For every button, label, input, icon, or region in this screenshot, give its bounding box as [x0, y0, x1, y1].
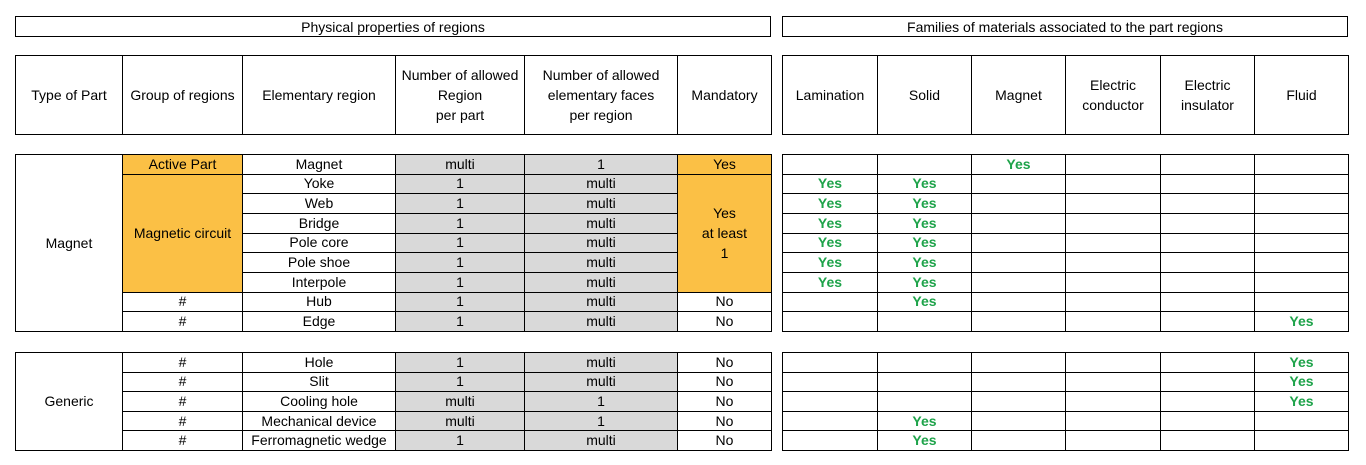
header-allowed-region — [396, 56, 525, 135]
header-electric-insulator-line2: insulator — [1181, 97, 1234, 113]
allowed-region-value: 1 — [396, 292, 525, 312]
lamination-cell — [783, 292, 878, 312]
region-name: Hub — [243, 292, 396, 312]
group-value: # — [123, 431, 243, 451]
fluid-cell — [1255, 292, 1349, 312]
fluid-cell — [1255, 194, 1349, 214]
allowed-region-value: 1 — [396, 353, 525, 373]
header-fluid: Fluid — [1255, 56, 1349, 135]
region-name: Interpole — [243, 272, 396, 292]
materials-row — [783, 233, 1349, 253]
region-name: Mechanical device — [243, 411, 396, 431]
solid-cell: Yes — [878, 292, 972, 312]
conductor-cell — [1066, 372, 1161, 392]
allowed-faces-value: multi — [525, 292, 678, 312]
mandatory-line3: 1 — [720, 245, 729, 262]
lamination-cell: Yes — [783, 213, 878, 233]
region-name: Pole core — [243, 233, 396, 253]
region-name: Cooling hole — [243, 392, 396, 412]
allowed-faces-value: multi — [525, 431, 678, 451]
insulator-cell — [1161, 272, 1255, 292]
group-value: # — [123, 372, 243, 392]
magnet-properties-table — [15, 154, 772, 332]
header-electric-insulator-line1: Electric — [1184, 77, 1231, 93]
materials-row — [783, 253, 1349, 273]
mandatory-value: No — [678, 392, 772, 412]
conductor-cell — [1066, 155, 1161, 175]
fluid-cell: Yes — [1255, 312, 1349, 332]
materials-row — [783, 155, 1349, 175]
group-value: # — [123, 392, 243, 412]
magnet-cell — [972, 194, 1066, 214]
group-active-part: Active Part — [123, 155, 243, 175]
region-name: Yoke — [243, 174, 396, 194]
insulator-cell — [1161, 253, 1255, 273]
conductor-cell — [1066, 392, 1161, 412]
group-magnetic-circuit: Magnetic circuit — [123, 174, 243, 292]
lamination-cell — [783, 431, 878, 451]
header-magnet: Magnet — [972, 56, 1066, 135]
left-header-table — [15, 55, 772, 135]
header-electric-conductor — [1066, 56, 1161, 135]
magnet-cell — [972, 292, 1066, 312]
allowed-faces-value: multi — [525, 174, 678, 194]
materials-row — [783, 272, 1349, 292]
insulator-cell — [1161, 411, 1255, 431]
insulator-cell — [1161, 233, 1255, 253]
insulator-cell — [1161, 213, 1255, 233]
lamination-cell: Yes — [783, 194, 878, 214]
allowed-faces-value: multi — [525, 353, 678, 373]
conductor-cell — [1066, 174, 1161, 194]
mandatory-line1: Yes — [713, 205, 736, 222]
header-electric-conductor-line1: Electric — [1090, 77, 1136, 93]
materials-row — [783, 174, 1349, 194]
allowed-faces-value: multi — [525, 194, 678, 214]
materials-row — [783, 431, 1349, 451]
header-electric-insulator — [1161, 56, 1255, 135]
group-value: # — [123, 312, 243, 332]
header-allowed-faces-line1: Number of allowed — [542, 67, 660, 83]
mandatory-value: No — [678, 431, 772, 451]
insulator-cell — [1161, 174, 1255, 194]
lamination-cell: Yes — [783, 253, 878, 273]
allowed-region-value: 1 — [396, 253, 525, 273]
allowed-faces-value: 1 — [525, 411, 678, 431]
allowed-region-value: multi — [396, 155, 525, 175]
fluid-cell — [1255, 155, 1349, 175]
mandatory-value: No — [678, 411, 772, 431]
allowed-region-value: 1 — [396, 312, 525, 332]
allowed-faces-value: multi — [525, 213, 678, 233]
type-of-part-magnet: Magnet — [16, 155, 123, 332]
solid-cell: Yes — [878, 431, 972, 451]
allowed-region-value: 1 — [396, 233, 525, 253]
fluid-cell: Yes — [1255, 353, 1349, 373]
magnet-cell — [972, 392, 1066, 412]
fluid-cell — [1255, 431, 1349, 451]
magnet-materials-table — [782, 154, 1349, 332]
magnet-cell: Yes — [972, 155, 1066, 175]
fluid-cell — [1255, 253, 1349, 273]
magnet-cell — [972, 174, 1066, 194]
allowed-region-value: 1 — [396, 272, 525, 292]
mandatory-value: No — [678, 353, 772, 373]
fluid-cell — [1255, 213, 1349, 233]
magnet-cell — [972, 233, 1066, 253]
insulator-cell — [1161, 292, 1255, 312]
solid-cell: Yes — [878, 194, 972, 214]
lamination-cell — [783, 372, 878, 392]
materials-row — [783, 411, 1349, 431]
left-section-title — [15, 16, 771, 37]
conductor-cell — [1066, 292, 1161, 312]
materials-row — [783, 372, 1349, 392]
mandatory-magnetic-circuit — [678, 174, 772, 292]
magnet-cell — [972, 411, 1066, 431]
right-section-title-text: Families of materials associated to the part regions — [907, 18, 1223, 35]
allowed-region-value: 1 — [396, 372, 525, 392]
materials-row — [783, 353, 1349, 373]
region-name: Slit — [243, 372, 396, 392]
right-section-title — [782, 16, 1348, 37]
header-allowed-region-line3: per part — [435, 107, 485, 123]
insulator-cell — [1161, 194, 1255, 214]
header-elementary-region: Elementary region — [243, 56, 396, 135]
conductor-cell — [1066, 213, 1161, 233]
region-name: Edge — [243, 312, 396, 332]
lamination-cell: Yes — [783, 272, 878, 292]
materials-row — [783, 194, 1349, 214]
magnet-cell — [972, 372, 1066, 392]
header-allowed-faces-line2: elementary faces — [547, 87, 655, 103]
allowed-faces-value: 1 — [525, 392, 678, 412]
lamination-cell — [783, 411, 878, 431]
insulator-cell — [1161, 431, 1255, 451]
header-allowed-faces-line3: per region — [569, 107, 633, 123]
materials-row — [783, 213, 1349, 233]
solid-cell: Yes — [878, 213, 972, 233]
header-allowed-faces — [525, 56, 678, 135]
insulator-cell — [1161, 312, 1255, 332]
allowed-region-value: 1 — [396, 174, 525, 194]
group-value: # — [123, 411, 243, 431]
lamination-cell — [783, 155, 878, 175]
allowed-faces-value: 1 — [525, 155, 678, 175]
region-name: Magnet — [243, 155, 396, 175]
magnet-cell — [972, 312, 1066, 332]
insulator-cell — [1161, 353, 1255, 373]
header-allowed-region-line2: Region — [437, 87, 483, 103]
mandatory-value: Yes — [678, 155, 772, 175]
materials-row — [783, 292, 1349, 312]
conductor-cell — [1066, 353, 1161, 373]
mandatory-value: No — [678, 292, 772, 312]
solid-cell: Yes — [878, 253, 972, 273]
lamination-cell — [783, 312, 878, 332]
allowed-faces-value: multi — [525, 253, 678, 273]
solid-cell — [878, 312, 972, 332]
solid-cell — [878, 392, 972, 412]
conductor-cell — [1066, 431, 1161, 451]
solid-cell — [878, 155, 972, 175]
fluid-cell — [1255, 411, 1349, 431]
left-section-title-text: Physical properties of regions — [301, 18, 485, 35]
header-solid: Solid — [878, 56, 972, 135]
region-name: Hole — [243, 353, 396, 373]
lamination-cell — [783, 353, 878, 373]
conductor-cell — [1066, 411, 1161, 431]
conductor-cell — [1066, 312, 1161, 332]
conductor-cell — [1066, 194, 1161, 214]
lamination-cell: Yes — [783, 233, 878, 253]
solid-cell: Yes — [878, 233, 972, 253]
type-of-part-generic: Generic — [16, 353, 123, 451]
allowed-faces-value: multi — [525, 372, 678, 392]
group-value: # — [123, 292, 243, 312]
allowed-faces-value: multi — [525, 272, 678, 292]
allowed-region-value: 1 — [396, 431, 525, 451]
magnet-cell — [972, 272, 1066, 292]
solid-cell: Yes — [878, 174, 972, 194]
materials-row — [783, 392, 1349, 412]
fluid-cell: Yes — [1255, 372, 1349, 392]
lamination-cell — [783, 392, 878, 412]
generic-materials-table — [782, 352, 1349, 451]
materials-row — [783, 312, 1349, 332]
allowed-region-value: multi — [396, 392, 525, 412]
region-name: Web — [243, 194, 396, 214]
group-value: # — [123, 353, 243, 373]
fluid-cell — [1255, 174, 1349, 194]
region-name: Bridge — [243, 213, 396, 233]
lamination-cell: Yes — [783, 174, 878, 194]
mandatory-line2: at least — [701, 225, 748, 242]
region-name: Ferromagnetic wedge — [243, 431, 396, 451]
header-electric-conductor-line2: conductor — [1082, 97, 1144, 113]
header-group-of-regions: Group of regions — [123, 56, 243, 135]
conductor-cell — [1066, 272, 1161, 292]
magnet-cell — [972, 353, 1066, 373]
allowed-region-value: multi — [396, 411, 525, 431]
solid-cell: Yes — [878, 411, 972, 431]
header-lamination: Lamination — [783, 56, 878, 135]
insulator-cell — [1161, 392, 1255, 412]
header-mandatory: Mandatory — [678, 56, 772, 135]
right-header-table — [782, 55, 1349, 135]
magnet-cell — [972, 431, 1066, 451]
fluid-cell — [1255, 233, 1349, 253]
header-allowed-region-line1: Number of allowed — [401, 67, 519, 83]
fluid-cell: Yes — [1255, 392, 1349, 412]
solid-cell: Yes — [878, 272, 972, 292]
mandatory-value: No — [678, 372, 772, 392]
region-name: Pole shoe — [243, 253, 396, 273]
conductor-cell — [1066, 233, 1161, 253]
magnet-cell — [972, 253, 1066, 273]
conductor-cell — [1066, 253, 1161, 273]
solid-cell — [878, 372, 972, 392]
allowed-region-value: 1 — [396, 194, 525, 214]
generic-properties-table — [15, 352, 772, 451]
allowed-region-value: 1 — [396, 213, 525, 233]
solid-cell — [878, 353, 972, 373]
allowed-faces-value: multi — [525, 233, 678, 253]
header-type-of-part: Type of Part — [16, 56, 123, 135]
fluid-cell — [1255, 272, 1349, 292]
magnet-cell — [972, 213, 1066, 233]
insulator-cell — [1161, 372, 1255, 392]
mandatory-value: No — [678, 312, 772, 332]
insulator-cell — [1161, 155, 1255, 175]
allowed-faces-value: multi — [525, 312, 678, 332]
